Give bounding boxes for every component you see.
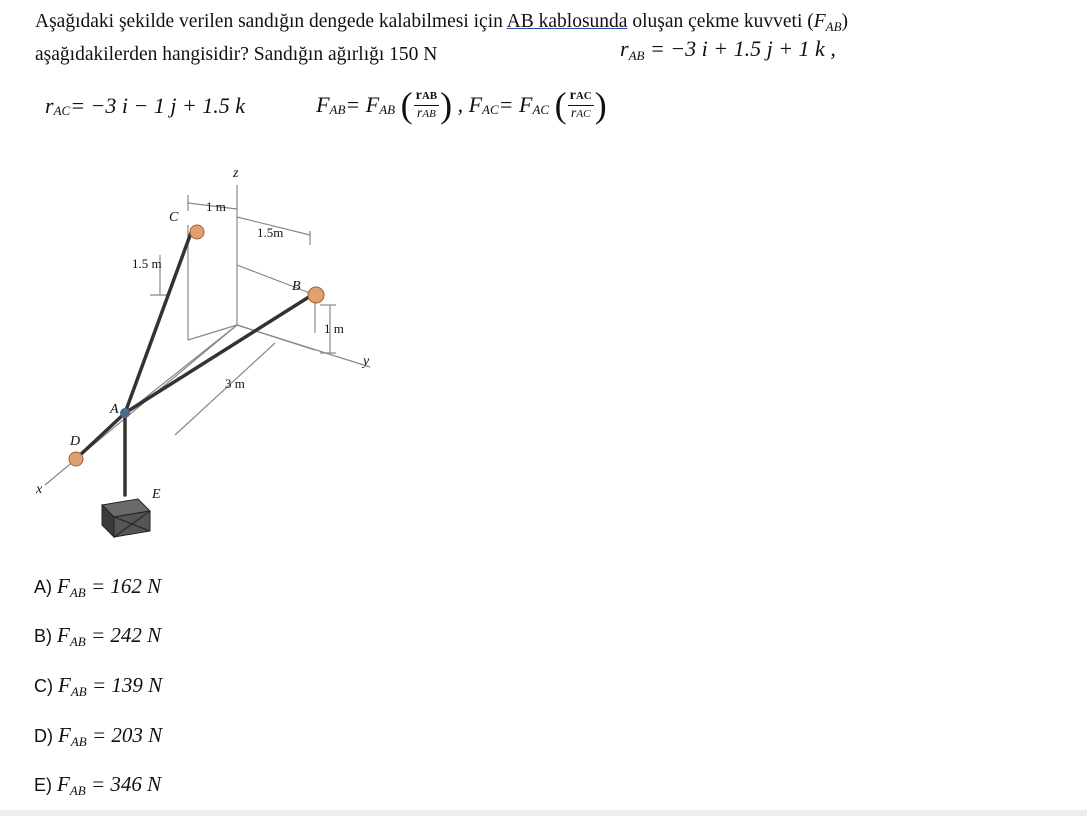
question-line-1: Aşağıdaki şekilde verilen sandığın dengede kalabilmesi için AB kablosunda oluşan çekme kuvveti $(F_{AB})$ bbox=[35, 11, 849, 34]
underlined-cable-ab: AB kablosunda bbox=[506, 11, 628, 32]
question-line-2: aşağıdakilerden hangisidir? Sandığın ağırlığı 150 N bbox=[35, 44, 438, 65]
fab-equation: $F_{AB}= F_{AB}$ ( $\frac{\text{rAB}}{\text{rAB}}$ ) bbox=[316, 85, 453, 125]
svg-text:1 m: 1 m bbox=[206, 199, 226, 214]
question-text bbox=[35, 8, 1085, 69]
fab-fraction: $\frac{\text{rAB}}{\text{rAB}}$ bbox=[415, 88, 438, 121]
svg-text:B: B bbox=[292, 279, 301, 294]
svg-text:y: y bbox=[363, 354, 370, 369]
option-d[interactable]: D) $F_{AB} = 203$ N bbox=[34, 723, 163, 749]
bottom-divider bbox=[0, 810, 1087, 816]
svg-text:1 m: 1 m bbox=[324, 321, 344, 336]
option-b[interactable]: B) $F_{AB} = 242$ N bbox=[34, 623, 162, 649]
pulley-b bbox=[308, 287, 324, 303]
option-c[interactable]: C) $F_{AB} = 139$ N bbox=[34, 673, 163, 699]
svg-text:A: A bbox=[110, 402, 119, 417]
option-a[interactable]: A) $F_{AB} = 162$ N bbox=[34, 574, 162, 600]
fac-equation: $F_{AC}= F_{AC}$ ( $\frac{\text{rAC}}{\text{rAC}}$ ) bbox=[468, 85, 607, 125]
pulley-c bbox=[190, 225, 204, 239]
crate-icon bbox=[102, 499, 150, 537]
svg-text:D: D bbox=[70, 434, 81, 449]
ring-a bbox=[120, 408, 130, 418]
equation-row: $r_{AC}= -3$ i − 1 j + 1.5 k $F_{AB}= F_{AB}$ ( $\frac{\text{rAB}}{\text{rAB}}$ ) , $F_{AC}= F_{AC}$ ( $\frac{\text{rAC}}{\text{rAC}}$ ) bbox=[45, 85, 607, 125]
fac-fraction: $\frac{\text{rAC}}{\text{rAC}}$ bbox=[569, 88, 592, 121]
svg-text:x: x bbox=[36, 482, 43, 497]
svg-text:E: E bbox=[152, 487, 161, 502]
svg-text:C: C bbox=[169, 210, 179, 225]
crate-cable-figure bbox=[30, 155, 400, 550]
rac-equation: $r_{AC}= -3$ i − 1 j + 1.5 k bbox=[45, 92, 246, 118]
svg-text:1.5m: 1.5m bbox=[257, 225, 284, 240]
svg-text:z: z bbox=[233, 166, 239, 181]
cable-ad bbox=[78, 413, 125, 457]
rab-equation: $r_{AB} = -3$ i + 1.5 j + 1 k , bbox=[620, 36, 836, 63]
option-e[interactable]: E) $F_{AB} = 346$ N bbox=[34, 772, 162, 798]
svg-text:3 m: 3 m bbox=[225, 376, 245, 391]
pulley-d bbox=[69, 452, 83, 466]
svg-text:1.5 m: 1.5 m bbox=[132, 256, 162, 271]
